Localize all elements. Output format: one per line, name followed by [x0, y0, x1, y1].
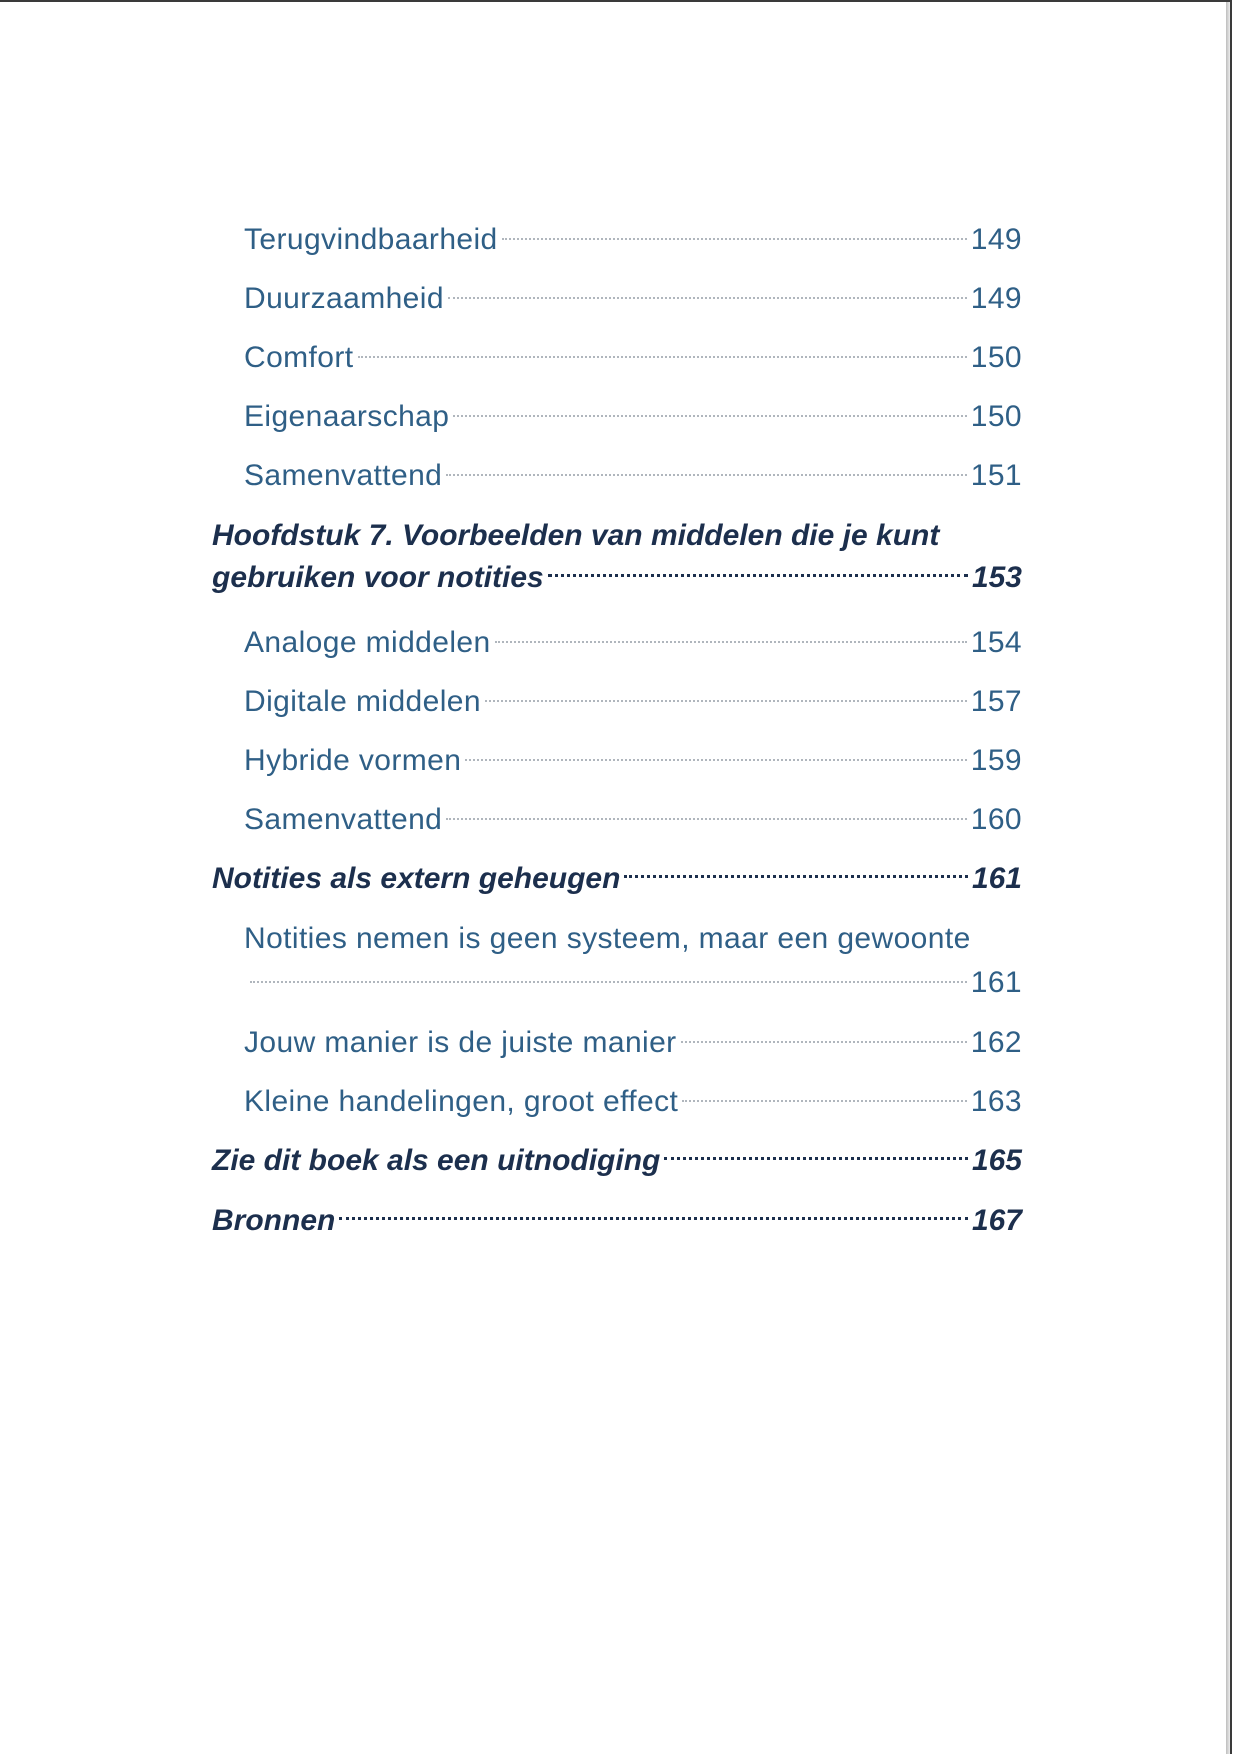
- toc-entry-comfort[interactable]: [212, 328, 1022, 387]
- dot-leader: [485, 700, 967, 702]
- toc-chapter-title-line2: gebruiken voor notities: [212, 561, 544, 594]
- dot-leader: [339, 1217, 968, 1220]
- toc-chapter-notities-als-extern-geheugen[interactable]: [212, 849, 1022, 909]
- toc-entry-hybride-vormen[interactable]: [212, 731, 1022, 790]
- toc-entry-title: Samenvattend: [244, 459, 443, 492]
- toc-page-number: 150: [970, 400, 1022, 433]
- toc-entry-title: Comfort: [244, 341, 354, 374]
- toc-entry-title: Analoge middelen: [244, 626, 491, 659]
- toc-page-number: 161: [971, 862, 1022, 895]
- toc-entry-samenvattend-7[interactable]: [212, 790, 1022, 849]
- toc-entry-title: Jouw manier is de juiste manier: [244, 1026, 677, 1059]
- toc-chapter-title: Notities als extern geheugen: [212, 862, 621, 895]
- dot-leader: [548, 574, 968, 577]
- dot-leader: [495, 641, 967, 643]
- dot-leader: [682, 1100, 966, 1102]
- table-of-contents: [212, 210, 1022, 1251]
- toc-page-number: 159: [970, 744, 1022, 777]
- dot-leader: [446, 818, 966, 820]
- toc-entry-eigenaarschap[interactable]: [212, 387, 1022, 446]
- toc-entry-title: Hybride vormen: [244, 744, 462, 777]
- toc-chapter-title-line1: Hoofdstuk 7. Voorbeelden van middelen die je kunt: [212, 519, 940, 552]
- toc-entry-terugvindbaarheid[interactable]: [212, 210, 1022, 269]
- toc-chapter-title: Bronnen: [212, 1204, 336, 1237]
- toc-page-number: 165: [971, 1144, 1022, 1177]
- toc-page-number: 167: [971, 1204, 1022, 1237]
- toc-entry-notities-nemen-gewoonte[interactable]: [212, 917, 1022, 1005]
- toc-entry-title: Digitale middelen: [244, 685, 481, 718]
- toc-page-number: 162: [970, 1026, 1022, 1059]
- toc-page-number: 161: [970, 966, 1022, 999]
- toc-page-number: 154: [970, 626, 1022, 659]
- toc-entry-title: Kleine handelingen, groot effect: [244, 1085, 679, 1118]
- toc-entry-duurzaamheid[interactable]: [212, 269, 1022, 328]
- toc-page-number: 151: [970, 459, 1022, 492]
- dot-leader: [624, 875, 967, 878]
- toc-entry-jouw-manier[interactable]: [212, 1013, 1022, 1072]
- toc-chapter-title: Zie dit boek als een uitnodiging: [212, 1144, 661, 1177]
- toc-page-number: 157: [970, 685, 1022, 718]
- toc-page-number: 163: [970, 1085, 1022, 1118]
- toc-entry-digitale-middelen[interactable]: [212, 672, 1022, 731]
- toc-entry-title: Samenvattend: [244, 803, 443, 836]
- toc-entry-title: Eigenaarschap: [244, 400, 450, 433]
- toc-page-number: 149: [970, 282, 1022, 315]
- toc-entry-title: Terugvindbaarheid: [244, 223, 498, 256]
- toc-chapter-zie-dit-boek[interactable]: [212, 1131, 1022, 1191]
- toc-entry-title: Duurzaamheid: [244, 282, 444, 315]
- toc-page-number: 160: [970, 803, 1022, 836]
- dot-leader: [664, 1157, 968, 1160]
- dot-leader: [502, 238, 967, 240]
- toc-entry-title: Notities nemen is geen systeem, maar een gewoonte: [244, 922, 971, 955]
- dot-leader: [448, 297, 967, 299]
- toc-entry-kleine-handelingen[interactable]: [212, 1072, 1022, 1131]
- dot-leader: [453, 415, 966, 417]
- toc-page-number: 149: [970, 223, 1022, 256]
- dot-leader: [465, 759, 966, 761]
- dot-leader: [681, 1041, 967, 1043]
- dot-leader: [446, 474, 966, 476]
- toc-chapter-hoofdstuk-7[interactable]: [212, 515, 1022, 599]
- toc-page-number: 150: [970, 341, 1022, 374]
- dot-leader: [250, 981, 967, 983]
- toc-page-number: 153: [971, 561, 1022, 594]
- toc-chapter-bronnen[interactable]: [212, 1191, 1022, 1251]
- toc-entry-analoge-middelen[interactable]: [212, 613, 1022, 672]
- dot-leader: [358, 356, 967, 358]
- toc-entry-samenvattend-6[interactable]: [212, 446, 1022, 505]
- page-edge-shadow: [1226, 2, 1230, 1754]
